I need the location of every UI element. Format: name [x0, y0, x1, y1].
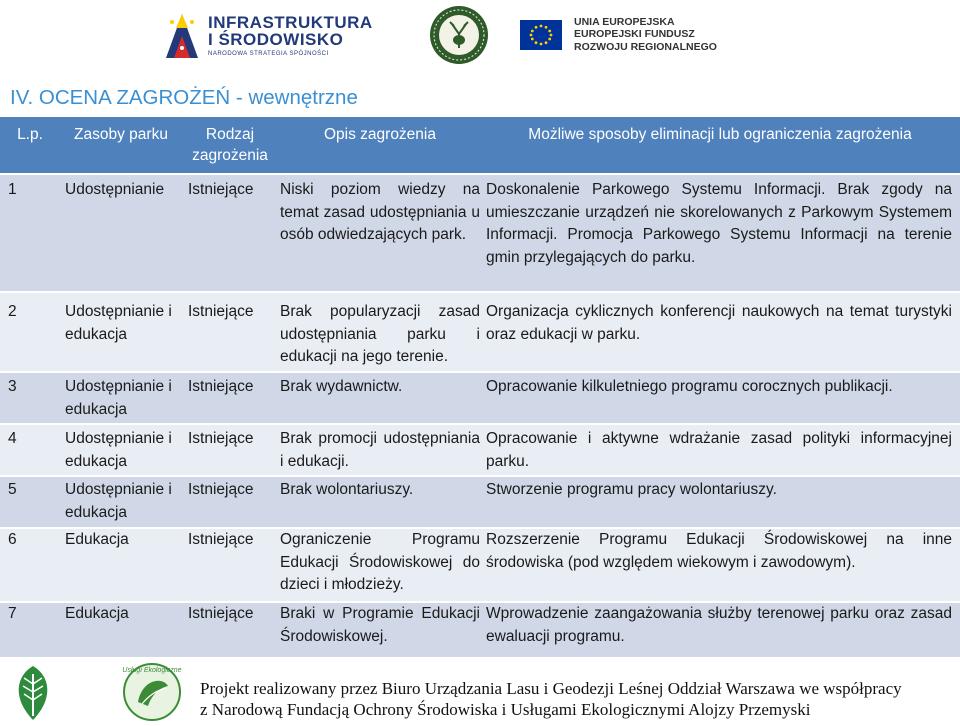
table-row [0, 603, 960, 657]
table-row [0, 293, 960, 371]
cell-rodzaj: Istniejące [188, 303, 254, 320]
cell-lp: 4 [8, 430, 17, 447]
logo-bar [0, 0, 960, 80]
infra-line3: NARODOWA STRATEGIA SPÓJNOŚCI [208, 50, 329, 57]
infrastruktura-logo [162, 5, 373, 65]
cell-zasoby: Udostępnianie i edukacja [65, 303, 172, 343]
cell-sposoby: Opracowanie i aktywne wdrażanie zasad polityki informacyjnej parku. [486, 430, 952, 470]
cell-rodzaj: Istniejące [188, 531, 254, 548]
table-row [0, 175, 960, 291]
cell-sposoby: Wprowadzenie zaangażowania służby terenowej parku oraz zasad ewaluacji programu. [486, 605, 952, 645]
cell-lp: 6 [8, 531, 17, 548]
cell-lp: 7 [8, 605, 17, 622]
cell-zasoby: Edukacja [65, 531, 129, 548]
infra-line2: I ŚRODOWISKO [208, 29, 344, 49]
cell-sposoby: Stworzenie programu pracy wolontariuszy. [486, 481, 777, 498]
eu-flag-icon [520, 20, 562, 50]
table-row [0, 373, 960, 423]
cell-zasoby: Udostępnianie i edukacja [65, 430, 172, 470]
cell-sposoby: Rozszerzenie Programu Edukacji Środowiskowej na inne środowiska (pod względem wiekowym i zawodowym). [486, 531, 952, 571]
cell-lp: 2 [8, 303, 17, 320]
forest-leaf-logo-icon [10, 664, 56, 722]
table-header [0, 117, 960, 173]
infra-line1: INFRASTRUKTURA [208, 12, 373, 32]
infrastruktura-mark-icon [162, 8, 202, 63]
cell-lp: 3 [8, 378, 17, 395]
header-sposoby: Możliwe sposoby eliminacji lub ograniczenia zagrożenia [528, 126, 912, 143]
eu-line1: UNIA EUROPEJSKA [574, 16, 675, 29]
footer-line1: Projekt realizowany przez Biuro Urządzania Lasu i Geodezji Leśnej Oddział Warszawa we współpracy [200, 679, 902, 698]
threats-table [0, 115, 960, 657]
cell-sposoby: Doskonalenie Parkowego Systemu Informacji. Brak zgody na umieszczanie urządzeń nie skorelowanych z Parkowym Systemem Informacji. Promocja Parkowego Systemu Informacji na terenie gmin przylegających do parku. [486, 181, 952, 266]
eu-logo [520, 12, 720, 57]
cell-zasoby: Udostępnianie i edukacja [65, 481, 172, 521]
cell-zasoby: Edukacja [65, 605, 129, 622]
header-rodzaj: Rodzaj zagrożenia [192, 126, 268, 164]
cell-opis: Niski poziom wiedzy na temat zasad udostępniania u osób odwiedzających park. [280, 181, 480, 243]
table-row [0, 477, 960, 527]
cell-sposoby: Organizacja cyklicznych konferencji naukowych na temat turystyki oraz edukacji w parku. [486, 303, 952, 343]
cell-opis: Brak promocji udostępniania i edukacji. [280, 430, 480, 470]
header-zasoby: Zasoby parku [74, 126, 168, 143]
cell-rodzaj: Istniejące [188, 181, 254, 198]
page-title: IV. OCENA ZAGROŻEŃ - wewnętrzne [10, 86, 358, 109]
eu-line2: EUROPEJSKI FUNDUSZ [574, 28, 695, 41]
cell-opis: Ograniczenie Programu Edukacji Środowiskowej do dzieci i młodzieży. [280, 531, 480, 593]
cell-rodzaj: Istniejące [188, 605, 254, 622]
header-lp: L.p. [17, 126, 43, 143]
cell-opis: Brak popularyzacji zasad udostępniania parku i edukacji na jego terenie. [280, 303, 480, 365]
table-row [0, 425, 960, 475]
eco-logo-text: Usługi Ekologiczne [122, 667, 182, 674]
cell-lp: 5 [8, 481, 17, 498]
footer-line2: z Narodową Fundacją Ochrony Środowiska i Usługami Ekologicznymi Alojzy Przemyski [200, 700, 811, 719]
cell-opis: Braki w Programie Edukacji Środowiskowej. [280, 605, 480, 645]
eu-line3: ROZWOJU REGIONALNEGO [574, 40, 717, 53]
cell-rodzaj: Istniejące [188, 481, 254, 498]
uslugi-ekologiczne-logo [112, 660, 190, 722]
cell-zasoby: Udostępnianie [65, 181, 165, 198]
park-emblem-icon [428, 4, 490, 66]
table-row [0, 529, 960, 601]
cell-opis: Brak wydawnictw. [280, 378, 403, 395]
header-opis: Opis zagrożenia [323, 126, 436, 143]
cell-lp: 1 [8, 181, 17, 198]
cell-opis: Brak wolontariuszy. [280, 481, 414, 498]
footer [0, 658, 960, 726]
cell-rodzaj: Istniejące [188, 430, 254, 447]
footer-text [200, 678, 960, 720]
cell-sposoby: Opracowanie kilkuletniego programu corocznych publikacji. [486, 378, 893, 395]
cell-rodzaj: Istniejące [188, 378, 254, 395]
cell-zasoby: Udostępnianie i edukacja [65, 378, 172, 418]
